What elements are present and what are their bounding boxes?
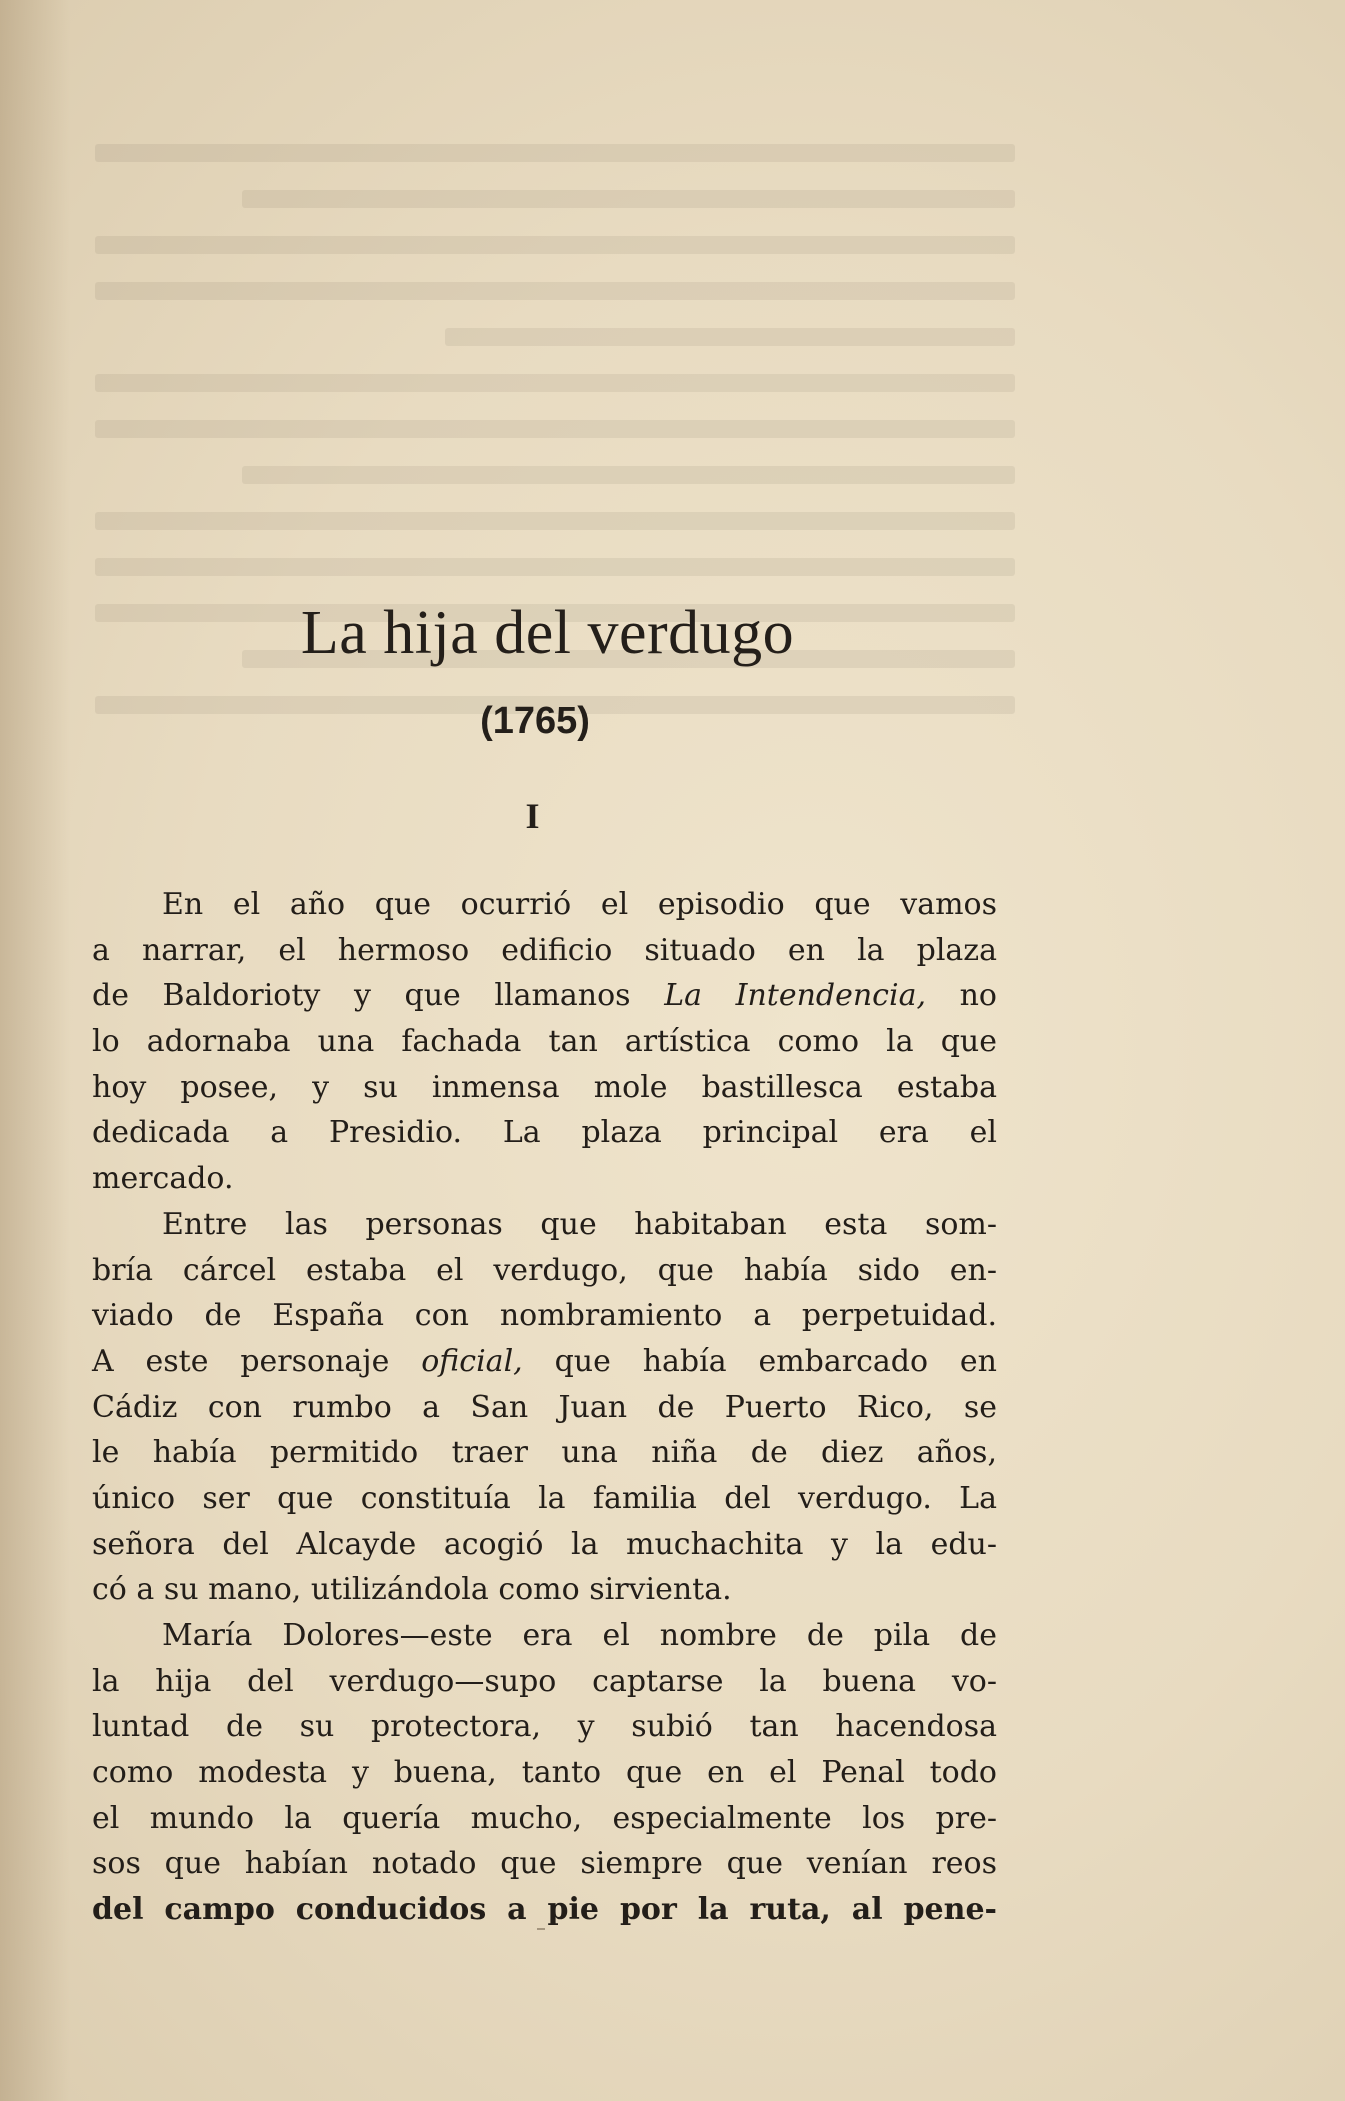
text-line: mercado. [92, 1161, 234, 1197]
gutter-shadow [0, 0, 70, 2101]
text-line: único ser que constituía la familia del verdugo. La [92, 1480, 997, 1516]
text-line: María Dolores—este era el nombre de pila de [162, 1618, 997, 1653]
story-year: (1765) [480, 700, 590, 742]
text-span: que había embarcado en [554, 1343, 997, 1379]
text-span: de Baldorioty y que llamanos [92, 978, 631, 1014]
body-text [92, 882, 997, 1933]
section-numeral: I [525, 796, 540, 836]
story-title: La hija del verdugo [300, 599, 795, 667]
text-line: lo adornaba una fachada tan artística como la que [92, 1024, 997, 1060]
text-line [92, 973, 997, 1019]
text-line: la hija del verdugo—supo captarse la buena vo- [92, 1663, 997, 1699]
text-line: el mundo la quería mucho, especialmente los pre- [92, 1800, 997, 1836]
text-line [92, 1339, 997, 1385]
italic-text: La Intendencia, [664, 978, 926, 1014]
text-line: le había permitido traer una niña de diez años, [92, 1435, 997, 1471]
text-line: del campo conducidos a pie por la ruta, al pene- [92, 1892, 997, 1928]
text-line: hoy posee, y su inmensa mole bastillesca estaba [92, 1069, 997, 1105]
text-line: En el año que ocurrió el episodio que vamos [162, 887, 997, 922]
text-line: sos que habían notado que siempre que venían reos [92, 1846, 997, 1882]
italic-text: oficial, [421, 1343, 523, 1379]
text-line: bría cárcel estaba el verdugo, que había sido en- [92, 1252, 997, 1288]
text-span: A este personaje [92, 1343, 390, 1379]
text-line: Cádiz con rumbo a San Juan de Puerto Rico, se [92, 1389, 997, 1425]
text-line: viado de España con nombramiento a perpetuidad. [92, 1298, 997, 1334]
text-line: señora del Alcayde acogió la muchachita y la edu- [92, 1526, 997, 1562]
text-line: como modesta y buena, tanto que en el Penal todo [92, 1755, 997, 1791]
text-line: luntad de su protectora, y subió tan hacendosa [92, 1709, 997, 1745]
text-line: Entre las personas que habitaban esta som- [162, 1206, 997, 1242]
text-span: no [959, 978, 997, 1014]
print-mark [537, 1928, 545, 1930]
text-line: có a su mano, utilizándola como sirvienta. [92, 1572, 732, 1608]
text-line: a narrar, el hermoso edificio situado en la plaza [92, 932, 997, 968]
text-line: dedicada a Presidio. La plaza principal era el [92, 1115, 997, 1151]
